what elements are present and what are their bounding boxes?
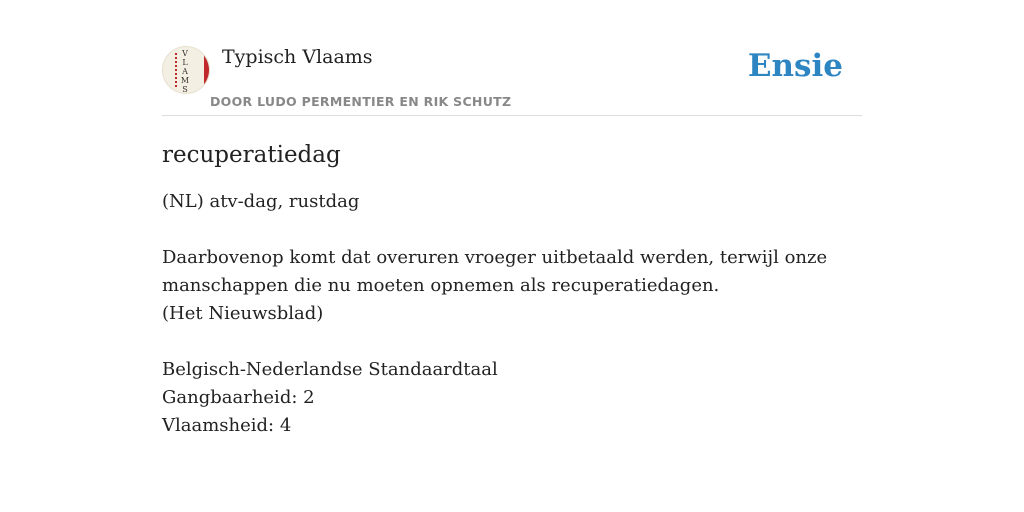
example-line-2: manschappen die nu moeten opnemen als recuperatiedagen. [162, 275, 720, 296]
blog-authors: DOOR LUDO PERMENTIER EN RIK SCHUTZ [210, 94, 512, 109]
entry-header [162, 44, 862, 116]
blog-title[interactable]: Typisch Vlaams [222, 46, 373, 68]
definition-text: (NL) atv-dag, rustdag [162, 191, 360, 212]
headword: recuperatiedag [162, 142, 341, 168]
language-label: Belgisch-Nederlandse Standaardtaal [162, 359, 498, 380]
spacer [162, 216, 862, 244]
example-line-1: Daarbovenop komt dat overuren vroeger uitbetaald werden, terwijl onze [162, 247, 828, 268]
entry-body [162, 188, 862, 440]
avatar-red-edge [204, 55, 209, 87]
blog-avatar[interactable] [162, 46, 210, 94]
example-source: (Het Nieuwsblad) [162, 303, 324, 324]
avatar-letters: V L A M S [180, 49, 190, 94]
vlaamsheid-rating: Vlaamsheid: 4 [162, 415, 292, 436]
entry-card [162, 44, 862, 440]
spacer [162, 328, 862, 356]
gangbaarheid-rating: Gangbaarheid: 2 [162, 387, 315, 408]
ensie-logo-link[interactable]: Ensie [747, 48, 843, 84]
